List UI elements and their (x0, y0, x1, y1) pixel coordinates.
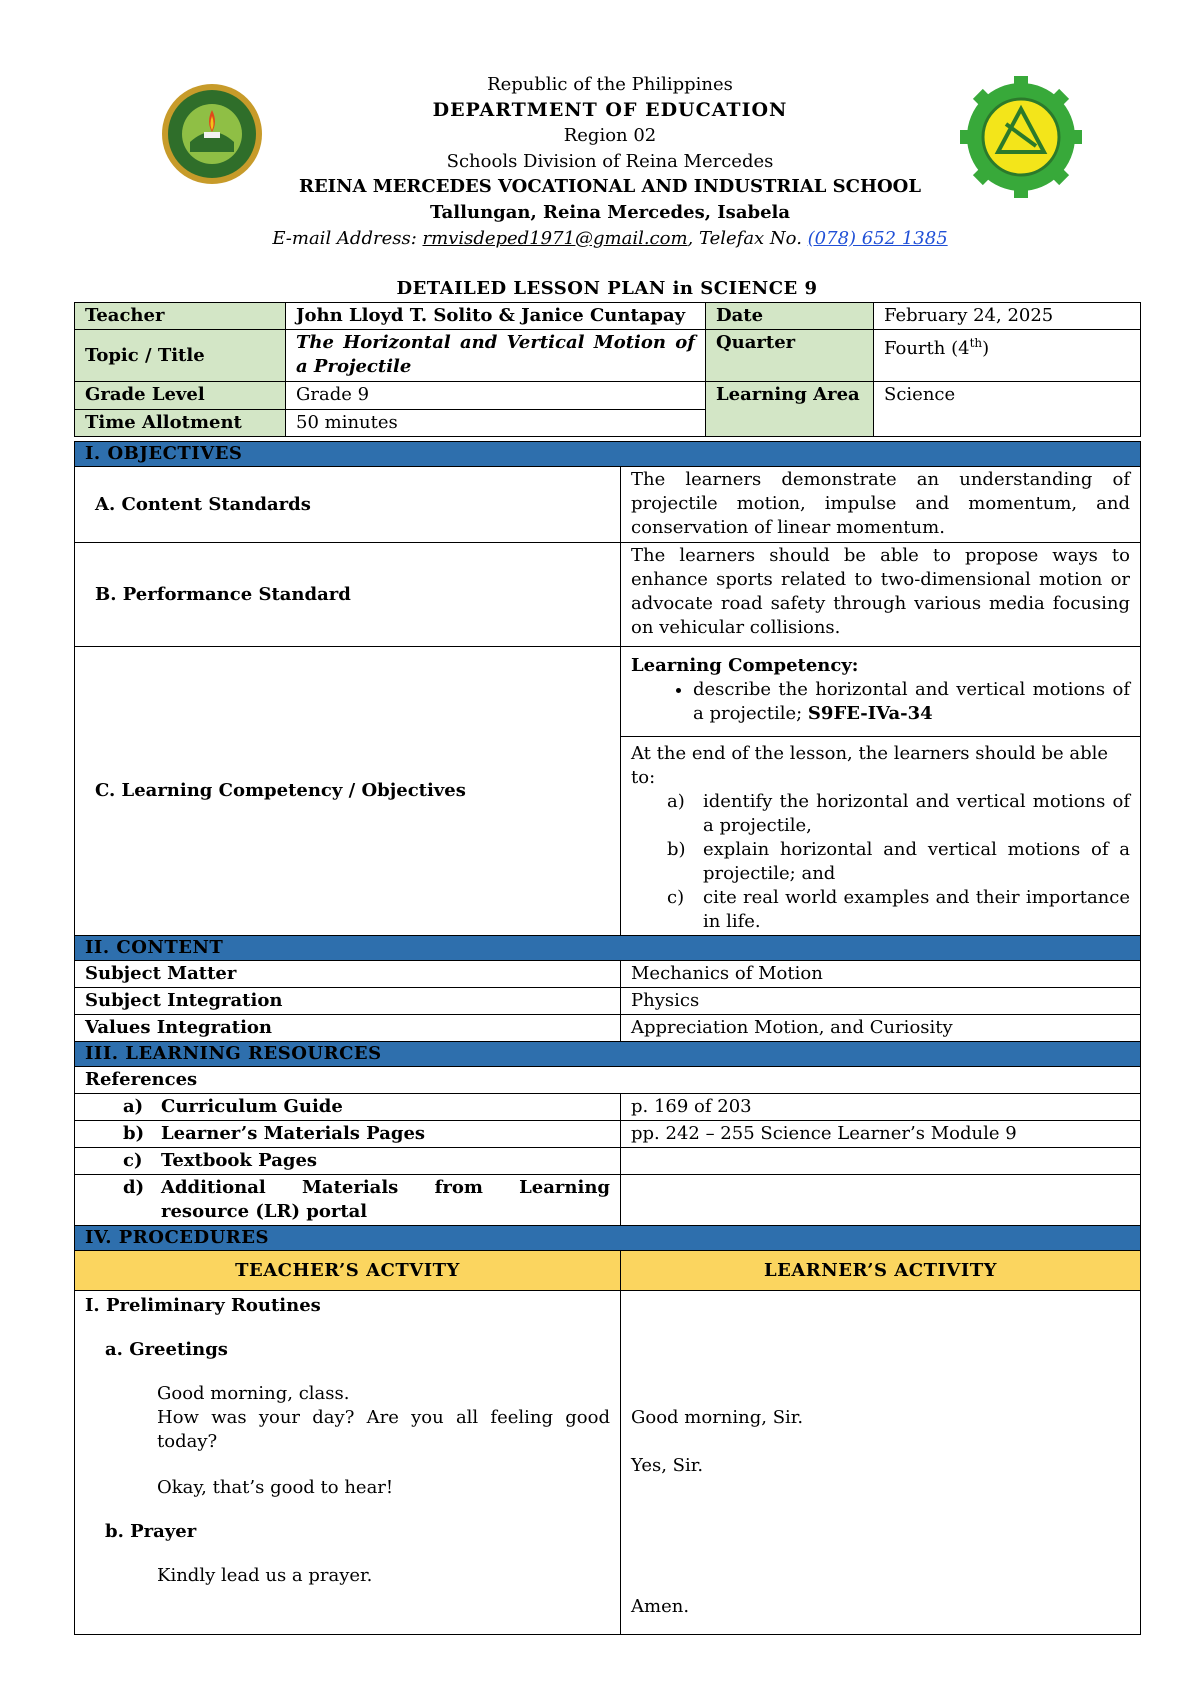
teacher-activity-cell (75, 1291, 621, 1635)
teacher-prayer-request: Kindly lead us a prayer. (157, 1565, 373, 1586)
procedures-heading: IV. PROCEDURES (75, 1226, 1141, 1251)
grade-value: Grade 9 (286, 382, 706, 410)
school-address: Tallungan, Reina Mercedes, Isabela (429, 201, 791, 223)
teacher-greeting: Good morning, class. (157, 1383, 350, 1404)
region-line: Region 02 (563, 125, 657, 147)
teacher-question: How was your day? Are you all feeling good today? (157, 1407, 610, 1452)
objectives-cell (621, 737, 1141, 936)
learner-activity-cell (621, 1291, 1141, 1635)
lesson-info-table (74, 302, 1141, 437)
additional-materials-label: d) Additional Materials from Learning resource (LR) portal (75, 1175, 621, 1226)
learner-materials-label: b) Learner’s Materials Pages (75, 1121, 621, 1148)
content-standards-label: A. Content Standards (75, 467, 621, 543)
date-value: February 24, 2025 (874, 303, 1141, 330)
values-integration-label: Values Integration (75, 1015, 621, 1042)
resources-heading: III. LEARNING RESOURCES (75, 1042, 1141, 1067)
quarter-value: Fourth (4th) (874, 330, 1141, 382)
school-header (250, 72, 970, 251)
curriculum-guide-value: p. 169 of 203 (621, 1094, 1141, 1121)
telefax-label: , Telefax No. (687, 227, 808, 249)
time-value: 50 minutes (286, 410, 706, 437)
school-gear-seal-icon (958, 74, 1084, 200)
competency-title: Learning Competency: (631, 655, 859, 676)
competency-label: C. Learning Competency / Objectives (75, 647, 621, 936)
time-label: Time Allotment (75, 410, 286, 437)
learner-amen: Amen. (631, 1596, 690, 1617)
objective-item: c) cite real world examples and their importance in life. (667, 887, 1131, 932)
learner-answer: Yes, Sir. (631, 1455, 704, 1476)
telefax-link[interactable]: (078) 652 1385 (807, 227, 948, 249)
competency-code: S9FE-IVa-34 (807, 703, 933, 724)
isabela-state-university-seal-icon (160, 82, 264, 186)
teacher-value: John Lloyd T. Solito & Janice Cuntapay (286, 303, 706, 330)
date-label: Date (706, 303, 874, 330)
subject-integration-label: Subject Integration (75, 988, 621, 1015)
teacher-activity-heading: TEACHER’S ACTVITY (75, 1251, 621, 1291)
department-line: DEPARTMENT OF EDUCATION (432, 98, 788, 121)
topic-label: Topic / Title (75, 330, 286, 382)
learner-greeting: Good morning, Sir. (631, 1407, 804, 1428)
learner-activity-heading: LEARNER’S ACTIVITY (621, 1251, 1141, 1291)
learning-area-label: Learning Area (706, 382, 874, 437)
subject-matter-value: Mechanics of Motion (621, 961, 1141, 988)
lesson-plan-table (74, 441, 1141, 1635)
contact-line (250, 226, 970, 252)
performance-standard-label: B. Performance Standard (75, 543, 621, 647)
objective-item: a) identify the horizontal and vertical motions of a projectile, (667, 791, 1131, 836)
learning-area-value: Science (874, 382, 1141, 437)
competency-item: • describe the horizontal and vertical motions of a projectile; S9FE-IVa-34 (693, 678, 1130, 726)
email-label: E-mail Address: (272, 227, 423, 249)
objectives-heading: I. OBJECTIVES (75, 442, 1141, 467)
textbook-pages-value (621, 1148, 1141, 1175)
subject-matter-label: Subject Matter (75, 961, 621, 988)
quarter-label: Quarter (706, 330, 874, 382)
content-standards-value: The learners demonstrate an understanding of projectile motion, impulse and momentum, and conservation of linear momentum. (621, 467, 1141, 543)
objectives-intro: At the end of the lesson, the learners should be able to: (631, 743, 1109, 788)
teacher-label: Teacher (75, 303, 286, 330)
performance-standard-value: The learners should be able to propose ways to enhance sports related to two-dimensional motion or advocate road safety through various media focusing on vehicular collisions. (621, 543, 1141, 647)
additional-materials-value (621, 1175, 1141, 1226)
school-name: REINA MERCEDES VOCATIONAL AND INDUSTRIAL SCHOOL (299, 176, 921, 198)
republic-line: Republic of the Philippines (487, 74, 733, 95)
division-line: Schools Division of Reina Mercedes (446, 150, 774, 172)
prayer-heading: b. Prayer (105, 1521, 197, 1542)
content-heading: II. CONTENT (75, 936, 1141, 961)
references-label: References (75, 1067, 1141, 1094)
learner-materials-value: pp. 242 – 255 Science Learner’s Module 9 (621, 1121, 1141, 1148)
grade-label: Grade Level (75, 382, 286, 410)
competency-cell (621, 647, 1141, 737)
values-integration-value: Appreciation Motion, and Curiosity (621, 1015, 1141, 1042)
email-link[interactable]: rmvisdeped1971@gmail.com (422, 227, 688, 249)
greetings-heading: a. Greetings (105, 1339, 228, 1360)
curriculum-guide-label: a) Curriculum Guide (75, 1094, 621, 1121)
document-title: DETAILED LESSON PLAN in SCIENCE 9 (396, 278, 818, 299)
objective-item: b) explain horizontal and vertical motions of a projectile; and (667, 839, 1131, 884)
textbook-pages-label: c) Textbook Pages (75, 1148, 621, 1175)
topic-value: The Horizontal and Vertical Motion of a Projectile (286, 330, 706, 382)
preliminary-routines: I. Preliminary Routines (85, 1295, 321, 1316)
teacher-response: Okay, that’s good to hear! (157, 1477, 394, 1498)
subject-integration-value: Physics (621, 988, 1141, 1015)
